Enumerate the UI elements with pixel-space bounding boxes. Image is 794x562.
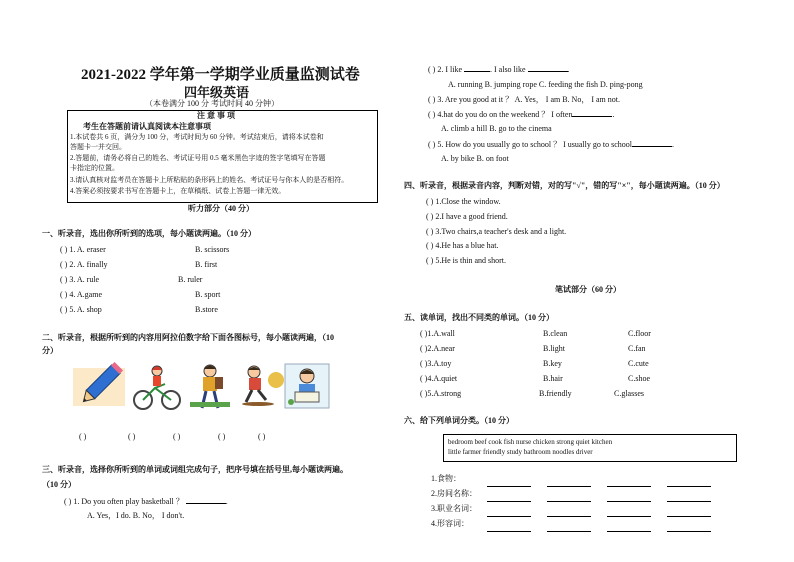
word-bank-row-1: bedroom beef cook fish nurse chicken strong quiet kitchen xyxy=(448,438,613,446)
s5-item-4-c: C.shoe xyxy=(628,374,650,383)
answer-blank[interactable] xyxy=(186,496,226,504)
answer-blank[interactable] xyxy=(667,524,711,532)
s2-bracket-5[interactable]: ( ) xyxy=(258,432,266,441)
written-part-title: 笔试部分（60 分） xyxy=(555,285,621,294)
s5-item-3-c: C.cute xyxy=(628,359,649,368)
category-blanks-4 xyxy=(487,519,711,537)
s5-item-2-c: C.fan xyxy=(628,344,646,353)
notice-line-5: 3.请认真核对监考员在答题卡上所粘贴的条形码上的姓名、考试证号与你本人的是否相符。 xyxy=(70,176,349,184)
answer-blank[interactable] xyxy=(464,64,490,72)
s5-item-4-b: B.hair xyxy=(543,374,563,383)
answer-blank[interactable] xyxy=(547,494,591,502)
section-3-heading-cont: （10 分） xyxy=(42,480,76,489)
answer-blank[interactable] xyxy=(487,524,531,532)
notice-heading: 注 意 事 项 xyxy=(197,111,235,120)
category-row-3 xyxy=(431,504,477,514)
s1-item-4: ( ) 4. A.game xyxy=(60,290,102,299)
grade-title: 四年级英语 xyxy=(184,85,250,100)
s2-bracket-1[interactable]: ( ) xyxy=(79,432,87,441)
category-adjectives-label: 4.形容词： xyxy=(431,519,469,528)
s5-item-3-a: ( )3.A.toy xyxy=(420,359,452,368)
s3-question-4-options: A. climb a hill B. go to the cinema xyxy=(441,124,552,133)
section-5-heading: 五、读单词，找出不同类的单词。（10 分） xyxy=(404,313,554,322)
s4-item-5: ( ) 5.He is thin and short. xyxy=(426,256,506,265)
s3-question-3: ( ) 3. Are you good at it ？ A. Yes， I am B. No， I am not. xyxy=(428,95,620,104)
s5-item-5-c: C.glasses xyxy=(614,389,644,398)
answer-blank[interactable] xyxy=(667,494,711,502)
s5-item-5-a: ( )5.A.strong xyxy=(420,389,462,398)
notice-subheading: 考生在答题前请认真阅读本注意事项 xyxy=(83,122,211,131)
s1-item-3-b: B. ruler xyxy=(178,275,203,284)
s5-item-5-b: B.friendly xyxy=(539,389,572,398)
exam-title: 2021-2022 学年第一学期学业质量监测试卷 xyxy=(81,67,360,83)
s1-item-3: ( ) 3. A. rule xyxy=(60,275,100,284)
s4-item-1: ( ) 1.Close the window. xyxy=(426,197,501,206)
exam-meta: （本卷满分 100 分 考试时间 40 分钟） xyxy=(145,99,279,108)
s3-question-1: ( ) 1. Do you often play basketball ？ . xyxy=(64,497,228,506)
answer-blank[interactable] xyxy=(667,509,711,517)
notice-line-6: 4.答案必须按要求书写在答题卡上，在草稿纸、试卷上答题一律无效。 xyxy=(70,187,286,195)
s5-item-3-b: B.key xyxy=(543,359,562,368)
word-bank-row-2: little farmer friendly study bathroom noodles driver xyxy=(448,448,593,456)
s4-item-4: ( ) 4.He has a blue hat. xyxy=(426,241,499,250)
cycling-girl-icon xyxy=(127,362,187,410)
s4-item-2: ( ) 2.I have a good friend. xyxy=(426,212,508,221)
s2-bracket-2[interactable]: ( ) xyxy=(128,432,136,441)
s5-item-2-b: B.light xyxy=(543,344,566,353)
section-6-heading: 六、给下列单词分类。（10 分） xyxy=(404,416,514,425)
s5-item-1-a: ( )1.A.wall xyxy=(420,329,455,338)
s3-question-2-text: ( ) 2. I like xyxy=(428,65,462,74)
s3-question-5: ( ) 5. How do you usually go to school ？ I usually go to school . xyxy=(428,140,674,149)
s3-question-2-options: A. running B. jumping rope C. feeding the fish D. ping-pong xyxy=(448,80,643,89)
s3-question-5-options: A. by bike B. on foot xyxy=(441,154,509,163)
s3-question-1-options: A. Yes，I do. B. No， I don't. xyxy=(87,511,185,520)
notice-line-3: 2.答题前，请务必将自己的姓名、考试证号用 0.5 毫米黑色字迹的签字笔填写在答题 xyxy=(70,154,326,162)
category-rooms-label: 2.房间名称： xyxy=(431,489,477,498)
answer-blank[interactable] xyxy=(547,524,591,532)
s3-question-4-text: ( ) 4.hat do you do on the weekend ？ I often xyxy=(428,110,573,119)
s5-item-1-c: C.floor xyxy=(628,329,651,338)
pencil-icon xyxy=(69,362,129,410)
s3-question-4: ( ) 4.hat do you do on the weekend ？ I often . xyxy=(428,110,615,119)
notice-line-2: 答题卡一并交回。 xyxy=(70,143,126,151)
category-row-4 xyxy=(431,519,469,529)
answer-blank[interactable] xyxy=(607,509,651,517)
answer-blank[interactable] xyxy=(572,109,612,117)
section-4-heading: 四、听录音，根据录音内容，判断对错，对的写"√"，错的写"×"，每小题读两遍。（10 分） xyxy=(404,181,725,190)
s1-item-5-b: B.store xyxy=(195,305,218,314)
s3-question-2: ( ) 2. I like . I also like . xyxy=(428,65,570,74)
s2-bracket-3[interactable]: ( ) xyxy=(173,432,181,441)
answer-blank[interactable] xyxy=(528,64,568,72)
s3-question-2-text-b: . I also like xyxy=(490,65,526,74)
s3-question-5-text: ( ) 5. How do you usually go to school ？ I usually go to school xyxy=(428,140,632,149)
answer-blank[interactable] xyxy=(607,524,651,532)
category-jobs-label: 3.职业名词： xyxy=(431,504,477,513)
s5-item-2-a: ( )2.A.near xyxy=(420,344,455,353)
category-row-2 xyxy=(431,489,477,499)
listening-part-title: 听力部分（40 分） xyxy=(188,204,254,213)
category-food-label: 1.食物： xyxy=(431,474,461,483)
answer-blank[interactable] xyxy=(487,479,531,487)
answer-blank[interactable] xyxy=(667,479,711,487)
category-row-1 xyxy=(431,474,461,484)
s5-item-4-a: ( )4.A.quiet xyxy=(420,374,458,383)
section-1-heading: 一、听录音，选出你所听到的选项，每小题读两遍。（10 分） xyxy=(42,229,256,238)
answer-blank[interactable] xyxy=(547,509,591,517)
s5-item-1-b: B.clean xyxy=(543,329,568,338)
s1-item-4-b: B. sport xyxy=(195,290,221,299)
answer-blank[interactable] xyxy=(607,479,651,487)
section-3-heading: 三、听录音，选择你所听到的单词或词组完成句子，把序号填在括号里,每小题读两遍。 xyxy=(42,465,348,474)
answer-blank[interactable] xyxy=(632,139,672,147)
s2-bracket-4[interactable]: ( ) xyxy=(218,432,226,441)
boy-reading-icon xyxy=(283,362,331,410)
answer-blank[interactable] xyxy=(487,509,531,517)
answer-blank[interactable] xyxy=(607,494,651,502)
notice-line-1: 1.本试卷共 6 页，满分为 100 分，考试时间为 60 分钟。考试结束后，请将本试卷和 xyxy=(70,133,324,141)
s1-item-1: ( ) 1. A. eraser xyxy=(60,245,106,254)
s1-item-2: ( ) 2. A. finally xyxy=(60,260,108,269)
s1-item-2-b: B. first xyxy=(195,260,218,269)
section-2-heading-cont: 分） xyxy=(42,346,58,355)
hiking-girl-icon xyxy=(180,362,240,410)
s3-question-1-text: ( ) 1. Do you often play basketball ？ xyxy=(64,497,184,506)
notice-line-4: 卡指定的位置。 xyxy=(70,164,119,172)
s4-item-3: ( ) 3.Two chairs,a teacher's desk and a light. xyxy=(426,227,567,236)
section-2-heading: 二、听录音，根据所听到的内容用阿拉伯数字给下面各图标号，每小题读两遍，（10 xyxy=(42,333,334,342)
s1-item-5: ( ) 5. A. shop xyxy=(60,305,102,314)
answer-blank[interactable] xyxy=(487,494,531,502)
s1-item-1-b: B. scissors xyxy=(195,245,230,254)
answer-blank[interactable] xyxy=(547,479,591,487)
